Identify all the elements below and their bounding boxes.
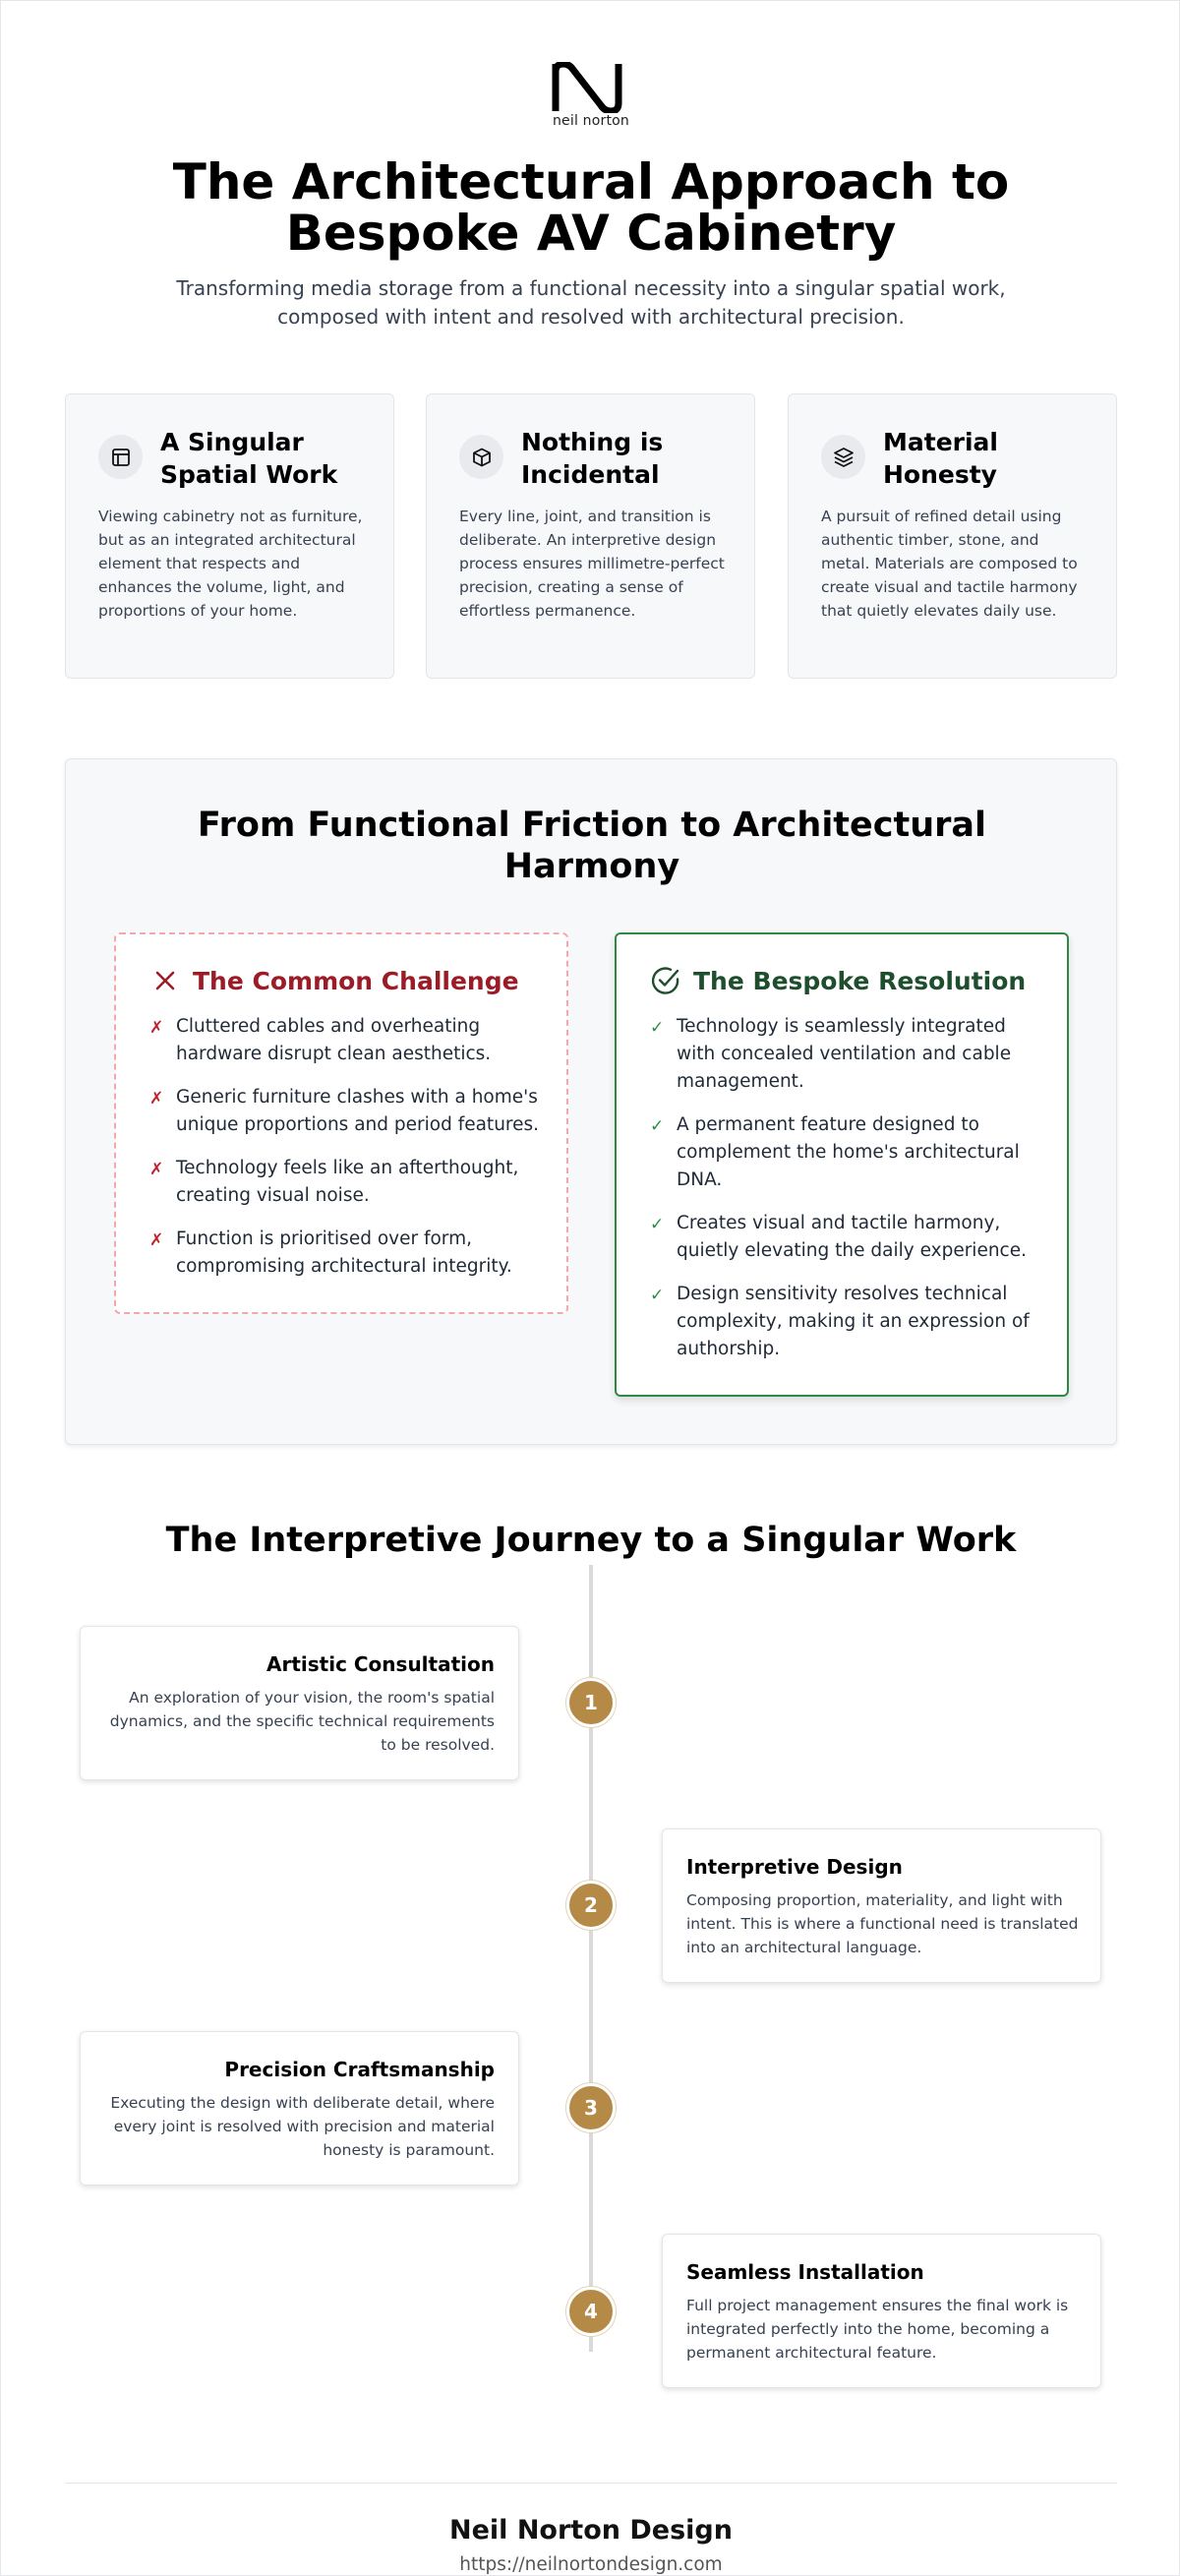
list-item <box>650 1013 1043 1096</box>
list-item <box>149 1226 543 1281</box>
resolution-header <box>650 964 1026 997</box>
challenge-list <box>149 1013 543 1296</box>
feature-text: Viewing cabinetry not as furniture, but as an integrated architectural element that respects and enhances the volume, light, and proportions of your home. <box>98 508 363 620</box>
timeline-step-card <box>662 1828 1101 1983</box>
comparison-section <box>65 758 1117 1445</box>
footer-company-name: Neil Norton Design <box>449 2515 733 2546</box>
challenge-header <box>149 964 519 997</box>
list-item-text: Creates visual and tactile harmony, quietly elevating the daily experience. <box>677 1213 1027 1261</box>
step-text: Composing proportion, materiality, and light with intent. This is where a functional need is translated into an architectural language. <box>686 1891 1079 1956</box>
x-mark-icon: ✗ <box>149 1089 164 1108</box>
step-text: An exploration of your vision, the room's spatial dynamics, and the specific technical requirements to be resolved. <box>109 1689 495 1754</box>
cube-icon <box>459 435 503 479</box>
step-number-badge: 2 <box>566 1881 616 1930</box>
feature-text: A pursuit of refined detail using authentic timber, stone, and metal. Materials are composed to create visual and tactile harmony that quietly elevates daily use. <box>821 508 1078 620</box>
list-item-text: Design sensitivity resolves technical complexity, making it an expression of authorship. <box>677 1284 1030 1359</box>
check-icon: ✓ <box>650 1286 665 1305</box>
list-item <box>149 1084 543 1139</box>
feature-title: A Singular Spatial Work <box>160 428 338 489</box>
list-item <box>149 1013 543 1068</box>
list-item-text: Cluttered cables and overheating hardware disrupt clean aesthetics. <box>176 1016 492 1064</box>
step-text: Full project management ensures the final work is integrated perfectly into the home, becoming a permanent architectural feature. <box>686 2297 1069 2362</box>
list-item-text: Generic furniture clashes with a home's unique proportions and period features. <box>176 1087 540 1135</box>
timeline-step-card <box>662 2234 1101 2388</box>
check-icon: ✓ <box>650 1116 665 1136</box>
timeline-step-card <box>80 2031 519 2186</box>
x-mark-icon: ✗ <box>149 1018 164 1038</box>
close-icon <box>149 965 181 996</box>
step-title: Precision Craftsmanship <box>224 2058 495 2081</box>
list-item <box>650 1210 1043 1265</box>
list-item-text: A permanent feature designed to complement the home's architectural DNA. <box>677 1114 1020 1190</box>
step-title: Artistic Consultation <box>266 1652 495 1676</box>
logo-text: neil norton <box>552 113 630 129</box>
check-icon: ✓ <box>650 1215 665 1234</box>
challenge-title: The Common Challenge <box>193 966 519 995</box>
challenge-panel <box>114 932 568 1314</box>
layout-icon <box>98 435 143 479</box>
resolution-list <box>650 1013 1043 1379</box>
step-number-badge: 4 <box>566 2287 616 2336</box>
step-number-badge: 3 <box>566 2083 616 2132</box>
feature-card <box>788 393 1117 679</box>
check-circle-icon <box>650 965 681 996</box>
brand-logo[interactable] <box>552 62 630 141</box>
x-mark-icon: ✗ <box>149 1160 164 1179</box>
timeline-step-card <box>80 1626 519 1780</box>
comparison-title: From Functional Friction to Architectural Harmony <box>197 806 987 886</box>
feature-title: Nothing is Incidental <box>521 428 664 489</box>
check-icon: ✓ <box>650 1018 665 1038</box>
feature-card <box>426 393 755 679</box>
step-title: Seamless Installation <box>686 2260 924 2284</box>
list-item-text: Technology is seamlessly integrated with concealed ventilation and cable management. <box>677 1016 1012 1092</box>
footer-divider <box>65 2483 1117 2484</box>
footer-website-link[interactable]: https://neilnortondesign.com <box>459 2554 723 2575</box>
step-text: Executing the design with deliberate detail, where every joint is resolved with precision and material honesty is paramount. <box>110 2094 495 2159</box>
step-number-badge: 1 <box>566 1678 616 1727</box>
logo-mark-icon <box>552 62 630 113</box>
journey-title: The Interpretive Journey to a Singular Work <box>165 1521 1017 1560</box>
feature-text: Every line, joint, and transition is deliberate. An interpretive design process ensures millimetre-perfect precision, creating a sense of effortless permanence. <box>459 508 725 620</box>
list-item-text: Function is prioritised over form, compromising architectural integrity. <box>176 1228 512 1277</box>
resolution-title: The Bespoke Resolution <box>693 966 1027 995</box>
list-item <box>149 1155 543 1210</box>
list-item <box>650 1111 1043 1194</box>
list-item <box>650 1281 1043 1363</box>
resolution-panel <box>615 932 1069 1397</box>
x-mark-icon: ✗ <box>149 1230 164 1250</box>
page-title: The Architectural Approach to Bespoke AV Cabinetry <box>172 153 1010 262</box>
list-item-text: Technology feels like an afterthought, creating visual noise. <box>176 1158 519 1206</box>
feature-title: Material Honesty <box>883 428 998 489</box>
page-subtitle: Transforming media storage from a functional necessity into a singular spatial work, composed with intent and resolved with architectural precision. <box>176 276 1006 329</box>
step-title: Interpretive Design <box>686 1855 903 1879</box>
layers-icon <box>821 435 865 479</box>
feature-card <box>65 393 394 679</box>
